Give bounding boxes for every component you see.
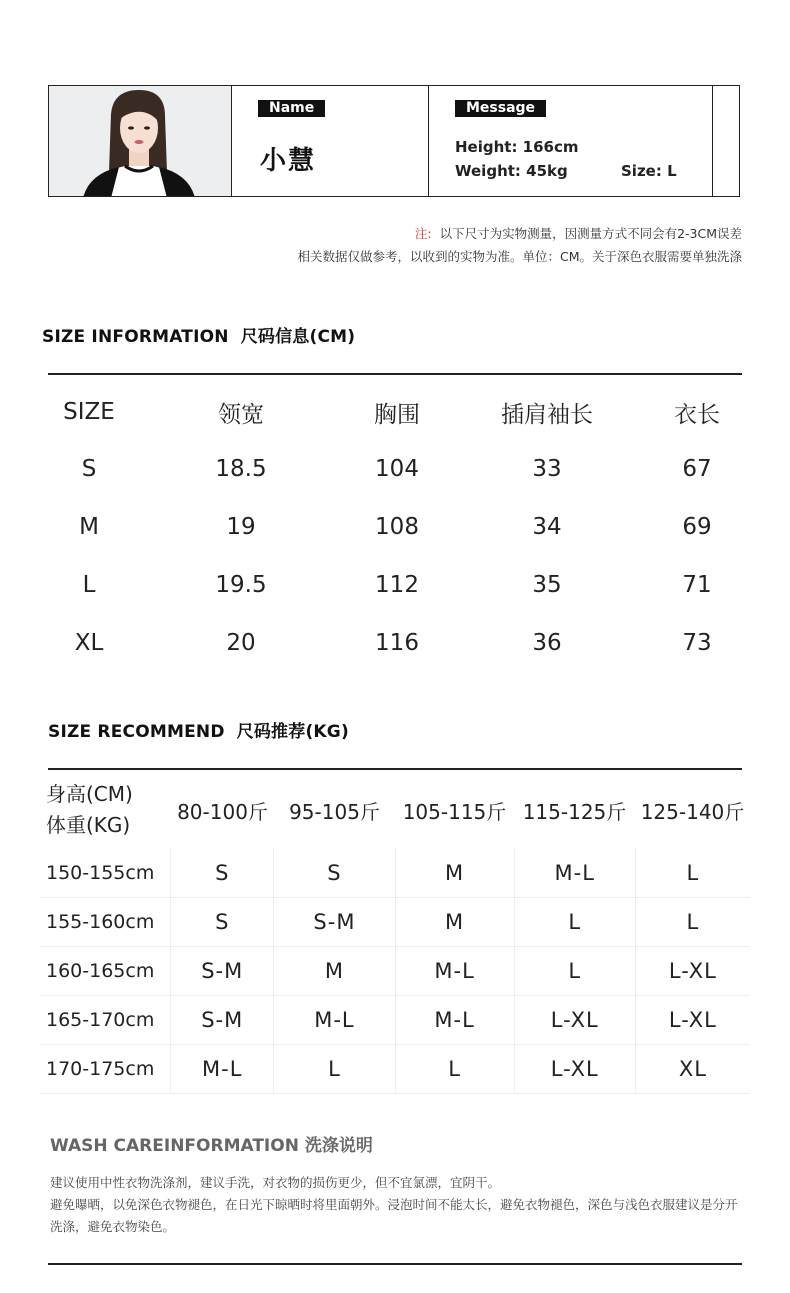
bottom-divider [48, 1263, 742, 1265]
height-range-cell: 170-175cm [46, 1058, 155, 1080]
name-tag: Name [258, 100, 325, 117]
note-label: 注: [414, 226, 432, 241]
size-table-cell: 112 [375, 572, 419, 598]
message-cell [429, 86, 713, 196]
size-table-cell: XL [74, 630, 104, 656]
wash-instructions [50, 1172, 745, 1238]
model-height: Height: 166cm [455, 138, 579, 156]
recommended-size-cell: S-M [170, 947, 273, 995]
note-line-1 [297, 222, 742, 245]
height-range-cell: 155-160cm [46, 911, 155, 933]
size-info-title-cn: 尺码信息(CM) [240, 327, 356, 347]
recommended-size-cell: L [395, 1045, 514, 1093]
recommend-row [40, 1045, 750, 1094]
recommended-size-cell: S [273, 849, 394, 897]
size-table-row [48, 440, 742, 498]
recommended-size-cell: M-L [273, 996, 394, 1044]
name-cell [232, 86, 429, 196]
size-table-cell: 33 [532, 456, 562, 482]
size-table-cell: 69 [682, 514, 712, 540]
model-portrait-image [49, 86, 231, 196]
recommend-row [40, 898, 750, 947]
recommended-size-cell: M-L [170, 1045, 273, 1093]
size-table [48, 384, 742, 672]
height-range-cell: 160-165cm [46, 960, 155, 982]
recommended-size-cell: M [395, 898, 514, 946]
height-range-cell: 150-155cm [46, 862, 155, 884]
size-table-cell: 35 [532, 572, 562, 598]
size-table-cell: 73 [682, 630, 712, 656]
size-table-cell: 36 [532, 630, 562, 656]
size-table-cell: 34 [532, 514, 562, 540]
recommend-row [40, 849, 750, 898]
recommend-title-en: SIZE RECOMMEND [48, 722, 225, 742]
model-weight: Weight: 45kg [455, 162, 568, 180]
wash-line-2: 避免曝晒，以免深色衣物褪色，在日光下晾晒时将里面朝外。浸泡时间不能太长，避免衣物褪色，深色与浅色衣服建议是分开洗涤，避免衣物染色。 [50, 1197, 738, 1234]
recommend-divider [48, 768, 742, 770]
size-table-cell: 71 [682, 572, 712, 598]
recommend-corner-cell [40, 779, 171, 841]
model-name: 小慧 [260, 146, 317, 176]
corner-height-label: 身高(CM) [46, 782, 133, 806]
message-tag: Message [455, 100, 546, 117]
size-info-title [42, 322, 355, 347]
wash-title: WASH CAREINFORMATION 洗涤说明 [50, 1136, 373, 1156]
size-table-header-cell: 插肩袖长 [501, 401, 593, 428]
size-table-header-cell: 胸围 [374, 401, 420, 428]
weight-range-header: 105-115斤 [402, 799, 507, 824]
recommend-row [40, 947, 750, 996]
recommended-size-cell: M [273, 947, 394, 995]
note-line-2: 相关数据仅做参考，以收到的实物为准。单位：CM。关于深色衣服需要单独洗涤 [297, 249, 742, 264]
recommended-size-cell: S [170, 849, 273, 897]
weight-range-header: 115-125斤 [522, 799, 627, 824]
recommended-size-cell: L [635, 849, 750, 897]
model-size: Size: L [621, 162, 677, 180]
card-end-cell [713, 86, 739, 196]
size-table-cell: 104 [375, 456, 419, 482]
size-table-cell: 19 [226, 514, 256, 540]
recommended-size-cell: M-L [395, 947, 514, 995]
recommended-size-cell: S [170, 898, 273, 946]
corner-weight-label: 体重(KG) [46, 813, 131, 837]
size-table-cell: 19.5 [215, 572, 267, 598]
recommended-size-cell: L [273, 1045, 394, 1093]
recommend-title [48, 717, 349, 742]
size-table-header-row [48, 384, 742, 440]
model-info-card [48, 85, 740, 197]
note-text-1: 以下尺寸为实物测量，因测量方式不同会有2-3CM误差 [439, 226, 742, 241]
size-table-header-cell: 衣长 [674, 401, 720, 428]
size-table-cell: 18.5 [215, 456, 267, 482]
recommended-size-cell: L-XL [635, 947, 750, 995]
recommended-size-cell: L-XL [635, 996, 750, 1044]
wash-line-1: 建议使用中性衣物洗涤剂，建议手洗，对衣物的损伤更少，但不宜氯漂，宜阴干。 [50, 1175, 501, 1190]
recommended-size-cell: M [395, 849, 514, 897]
size-table-header-cell: SIZE [63, 399, 115, 425]
recommended-size-cell: L [514, 947, 635, 995]
model-photo [49, 86, 232, 196]
height-range-cell: 165-170cm [46, 1009, 155, 1031]
size-table-row [48, 556, 742, 614]
size-table-row [48, 498, 742, 556]
recommended-size-cell: L [635, 898, 750, 946]
size-table-cell: 67 [682, 456, 712, 482]
weight-range-header: 125-140斤 [640, 799, 745, 824]
recommended-size-cell: L-XL [514, 1045, 635, 1093]
recommended-size-cell: XL [635, 1045, 750, 1093]
weight-range-header: 80-100斤 [177, 799, 268, 824]
recommend-title-cn: 尺码推荐(KG) [236, 722, 349, 742]
size-table-header-cell: 领宽 [218, 401, 264, 428]
weight-range-header: 95-105斤 [289, 799, 380, 824]
recommend-table [40, 771, 750, 1094]
size-table-cell: 108 [375, 514, 419, 540]
size-table-row [48, 614, 742, 672]
size-info-title-en: SIZE INFORMATION [42, 327, 229, 347]
measurement-notes [297, 222, 742, 268]
recommended-size-cell: S-M [273, 898, 394, 946]
recommended-size-cell: S-M [170, 996, 273, 1044]
recommend-row [40, 996, 750, 1045]
recommend-header-row [40, 771, 750, 849]
size-table-cell: M [79, 514, 99, 540]
recommended-size-cell: L [514, 898, 635, 946]
size-table-cell: 20 [226, 630, 256, 656]
size-table-cell: L [82, 572, 96, 598]
recommended-size-cell: M-L [514, 849, 635, 897]
size-info-divider [48, 373, 742, 375]
recommended-size-cell: M-L [395, 996, 514, 1044]
size-table-cell: S [81, 456, 97, 482]
recommended-size-cell: L-XL [514, 996, 635, 1044]
size-table-cell: 116 [375, 630, 419, 656]
